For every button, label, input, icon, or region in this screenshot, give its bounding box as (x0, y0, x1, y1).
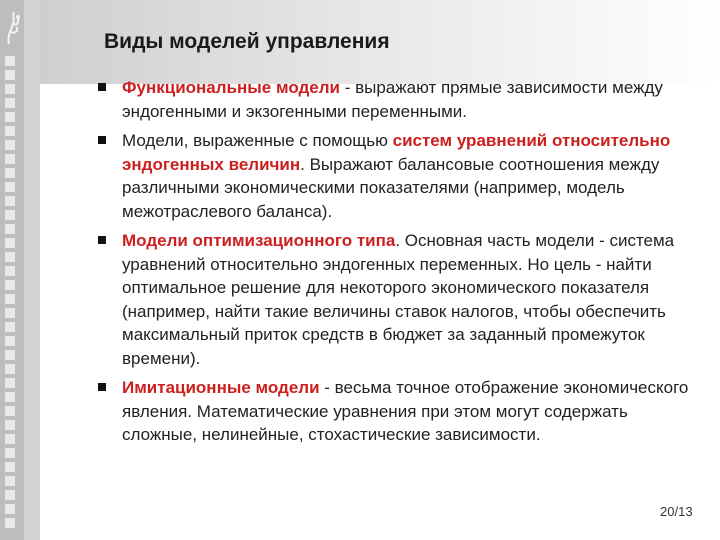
strip-square (5, 224, 15, 234)
square-bullet-icon (98, 383, 106, 391)
bullet-plain: - весьма точное отображение экономического явления. Математические уравнения при этом могут содержать сложные, нелинейные, стохастические зависимости. (122, 378, 689, 444)
strip-square (5, 70, 15, 80)
bullet-item (96, 129, 692, 223)
strip-band (24, 0, 40, 540)
bullet-plain: - выражают прямые зависимости между эндогенными и экзогенными переменными. (122, 78, 663, 121)
bullet-text (122, 229, 692, 370)
slide-title: Виды моделей управления (104, 30, 390, 53)
strip-square (5, 56, 15, 66)
strip-square (5, 420, 15, 430)
square-bullet-icon (98, 236, 106, 244)
bullet-list (96, 76, 692, 447)
strip-square (5, 308, 15, 318)
strip-square (5, 350, 15, 360)
strip-square (5, 154, 15, 164)
square-bullet-icon (98, 83, 106, 91)
bullet-text (122, 376, 692, 447)
decorative-ornament-icon (3, 10, 29, 46)
strip-square (5, 98, 15, 108)
strip-square (5, 140, 15, 150)
strip-square (5, 196, 15, 206)
strip-square (5, 406, 15, 416)
bullet-highlight: Модели оптимизационного типа (122, 231, 396, 250)
strip-squares (5, 56, 15, 528)
strip-square (5, 504, 15, 514)
strip-square (5, 476, 15, 486)
bullet-text (122, 129, 692, 223)
bullet-text (122, 76, 692, 123)
bullet-item (96, 229, 692, 370)
strip-square (5, 364, 15, 374)
strip-square (5, 84, 15, 94)
strip-square (5, 378, 15, 388)
page-total: 13 (678, 504, 693, 519)
bullet-highlight: систем уравнений относительно эндогенных величин (122, 131, 671, 174)
strip-square (5, 126, 15, 136)
strip-square (5, 490, 15, 500)
square-bullet-icon (98, 136, 106, 144)
strip-square (5, 434, 15, 444)
strip-square (5, 462, 15, 472)
bullet-item (96, 76, 692, 123)
strip-square (5, 336, 15, 346)
bullet-item (96, 376, 692, 447)
strip-square (5, 252, 15, 262)
strip-square (5, 392, 15, 402)
bullet-plain: Модели, выраженные с помощью (122, 131, 393, 150)
page-current: 20 (660, 504, 675, 519)
strip-square (5, 518, 15, 528)
strip-square (5, 322, 15, 332)
bullet-plain: . Выражают балансовые соотношения между различными экономическими показателями (например, модель межотраслевого баланса). (122, 154, 660, 221)
bullet-highlight: Функциональные модели (122, 78, 340, 97)
strip-square (5, 238, 15, 248)
strip-square (5, 112, 15, 122)
bullet-highlight: Имитационные модели (122, 378, 320, 397)
strip-square (5, 266, 15, 276)
strip-square (5, 294, 15, 304)
left-decorative-strip (0, 0, 40, 540)
strip-square (5, 182, 15, 192)
page-number: 20/13 (660, 504, 693, 519)
strip-square (5, 280, 15, 290)
bullet-plain: . Основная часть модели - система уравнений относительно эндогенных переменных. Но цель - найти оптимальное решение для некоторого экономического показателя (например, найти такие величины ставок налогов, чтобы обеспечить максимальный приток средств в бюджет за заданный промежуток времени). (122, 231, 675, 368)
strip-square (5, 448, 15, 458)
strip-square (5, 168, 15, 178)
strip-square (5, 210, 15, 220)
